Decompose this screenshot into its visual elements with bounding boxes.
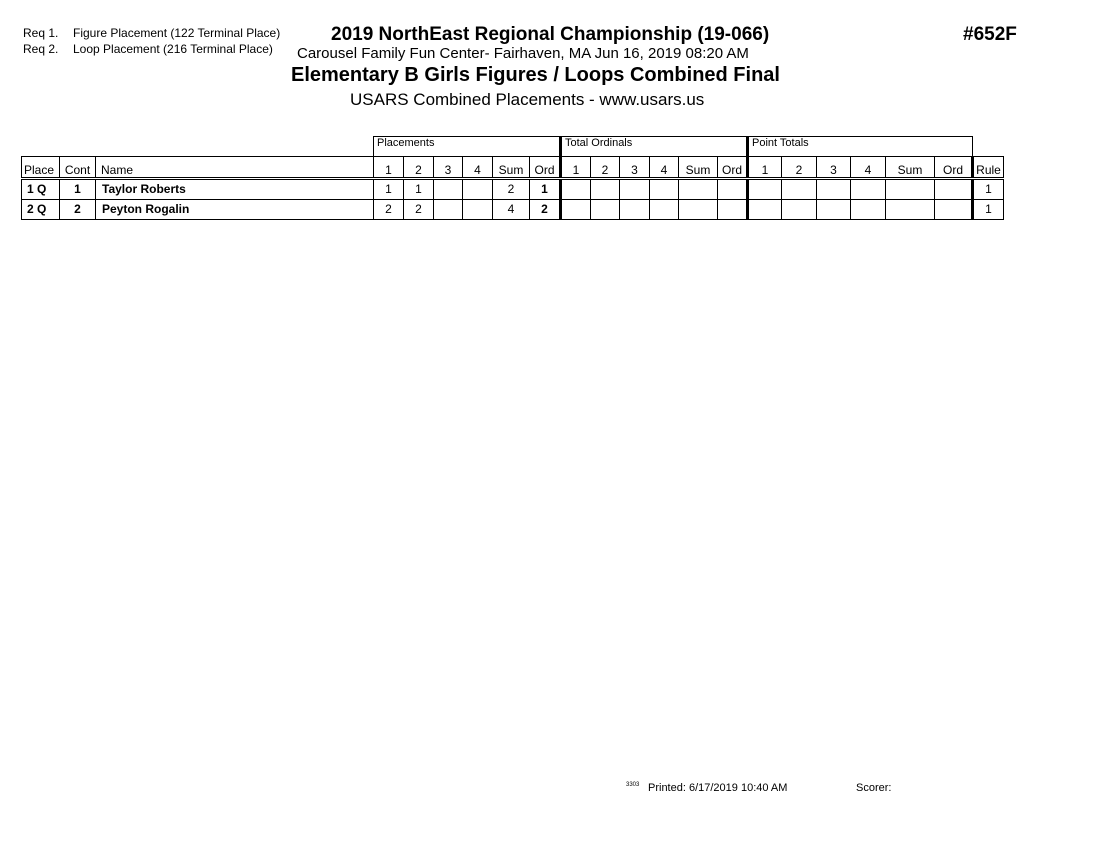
col-points-ord: Ord bbox=[935, 156, 973, 178]
col-ordinal-sum: Sum bbox=[679, 156, 718, 178]
requirement-number: Req 1. bbox=[23, 26, 59, 40]
ordinal-sum-cell bbox=[679, 178, 718, 199]
points-sum-cell bbox=[886, 178, 935, 199]
points-ord-cell bbox=[935, 199, 973, 219]
results-table bbox=[21, 136, 1004, 220]
points-cell bbox=[782, 199, 817, 219]
table-row bbox=[22, 199, 1004, 219]
place-cell: 2 Q bbox=[22, 199, 60, 219]
ordinal-cell bbox=[620, 199, 650, 219]
placement-cell: 1 bbox=[404, 178, 434, 199]
column-header-row bbox=[22, 156, 1004, 178]
col-placement-3: 3 bbox=[434, 156, 463, 178]
group-placements: Placements bbox=[374, 137, 561, 157]
scorer-label: Scorer: bbox=[856, 782, 892, 794]
col-points-3: 3 bbox=[817, 156, 851, 178]
group-point-totals: Point Totals bbox=[748, 137, 973, 157]
cont-cell: 1 bbox=[60, 178, 96, 199]
points-sum-cell bbox=[886, 199, 935, 219]
points-cell bbox=[851, 199, 886, 219]
col-ordinal-1: 1 bbox=[561, 156, 591, 178]
ordinal-sum-cell bbox=[679, 199, 718, 219]
points-ord-cell bbox=[935, 178, 973, 199]
footer-code: 3303 bbox=[626, 782, 640, 788]
ordinal-cell bbox=[591, 178, 620, 199]
requirement-text: Figure Placement (122 Terminal Place) bbox=[73, 26, 281, 40]
place-cell: 1 Q bbox=[22, 178, 60, 199]
subtitle: USARS Combined Placements - www.usars.us bbox=[350, 90, 705, 109]
placement-cell bbox=[434, 199, 463, 219]
placement-cell: 2 bbox=[404, 199, 434, 219]
points-cell bbox=[817, 199, 851, 219]
placement-ord-cell: 2 bbox=[530, 199, 561, 219]
printed-timestamp: Printed: 6/17/2019 10:40 AM bbox=[648, 782, 788, 794]
name-cell: Peyton Rogalin bbox=[96, 199, 374, 219]
placement-sum-cell: 2 bbox=[493, 178, 530, 199]
placement-cell bbox=[463, 178, 493, 199]
cont-cell: 2 bbox=[60, 199, 96, 219]
col-points-2: 2 bbox=[782, 156, 817, 178]
competition-title: 2019 NorthEast Regional Championship (19-066) bbox=[331, 24, 770, 45]
col-rule: Rule bbox=[973, 156, 1004, 178]
requirement-2 bbox=[23, 42, 273, 56]
col-cont: Cont bbox=[60, 156, 96, 178]
ordinal-ord-cell bbox=[718, 178, 748, 199]
col-name: Name bbox=[96, 156, 374, 178]
points-cell bbox=[851, 178, 886, 199]
event-number: #652F bbox=[963, 24, 1017, 45]
col-place: Place bbox=[22, 156, 60, 178]
placement-cell bbox=[434, 178, 463, 199]
ordinal-cell bbox=[650, 178, 679, 199]
ordinal-cell bbox=[591, 199, 620, 219]
col-ordinal-4: 4 bbox=[650, 156, 679, 178]
placement-ord-cell: 1 bbox=[530, 178, 561, 199]
ordinal-cell bbox=[620, 178, 650, 199]
points-cell bbox=[748, 199, 782, 219]
col-points-1: 1 bbox=[748, 156, 782, 178]
event-name: Elementary B Girls Figures / Loops Combined Final bbox=[291, 64, 780, 86]
ordinal-cell bbox=[561, 199, 591, 219]
ordinal-cell bbox=[561, 178, 591, 199]
group-header-row bbox=[22, 137, 1004, 157]
placement-cell bbox=[463, 199, 493, 219]
col-points-4: 4 bbox=[851, 156, 886, 178]
venue-date: Carousel Family Fun Center- Fairhaven, MA Jun 16, 2019 08:20 AM bbox=[297, 45, 749, 62]
col-ordinal-2: 2 bbox=[591, 156, 620, 178]
ordinal-cell bbox=[650, 199, 679, 219]
col-ordinal-ord: Ord bbox=[718, 156, 748, 178]
placement-cell: 1 bbox=[374, 178, 404, 199]
requirement-1 bbox=[23, 26, 280, 40]
points-cell bbox=[817, 178, 851, 199]
name-cell: Taylor Roberts bbox=[96, 178, 374, 199]
col-placement-4: 4 bbox=[463, 156, 493, 178]
group-total-ordinals: Total Ordinals bbox=[561, 137, 748, 157]
col-ordinal-3: 3 bbox=[620, 156, 650, 178]
col-points-sum: Sum bbox=[886, 156, 935, 178]
points-cell bbox=[782, 178, 817, 199]
requirement-number: Req 2. bbox=[23, 42, 59, 56]
placement-cell: 2 bbox=[374, 199, 404, 219]
rule-cell: 1 bbox=[973, 178, 1004, 199]
col-placement-sum: Sum bbox=[493, 156, 530, 178]
placement-sum-cell: 4 bbox=[493, 199, 530, 219]
col-placement-1: 1 bbox=[374, 156, 404, 178]
points-cell bbox=[748, 178, 782, 199]
requirement-text: Loop Placement (216 Terminal Place) bbox=[73, 42, 273, 56]
rule-cell: 1 bbox=[973, 199, 1004, 219]
ordinal-ord-cell bbox=[718, 199, 748, 219]
col-placement-2: 2 bbox=[404, 156, 434, 178]
col-placement-ord: Ord bbox=[530, 156, 561, 178]
table-row bbox=[22, 178, 1004, 199]
